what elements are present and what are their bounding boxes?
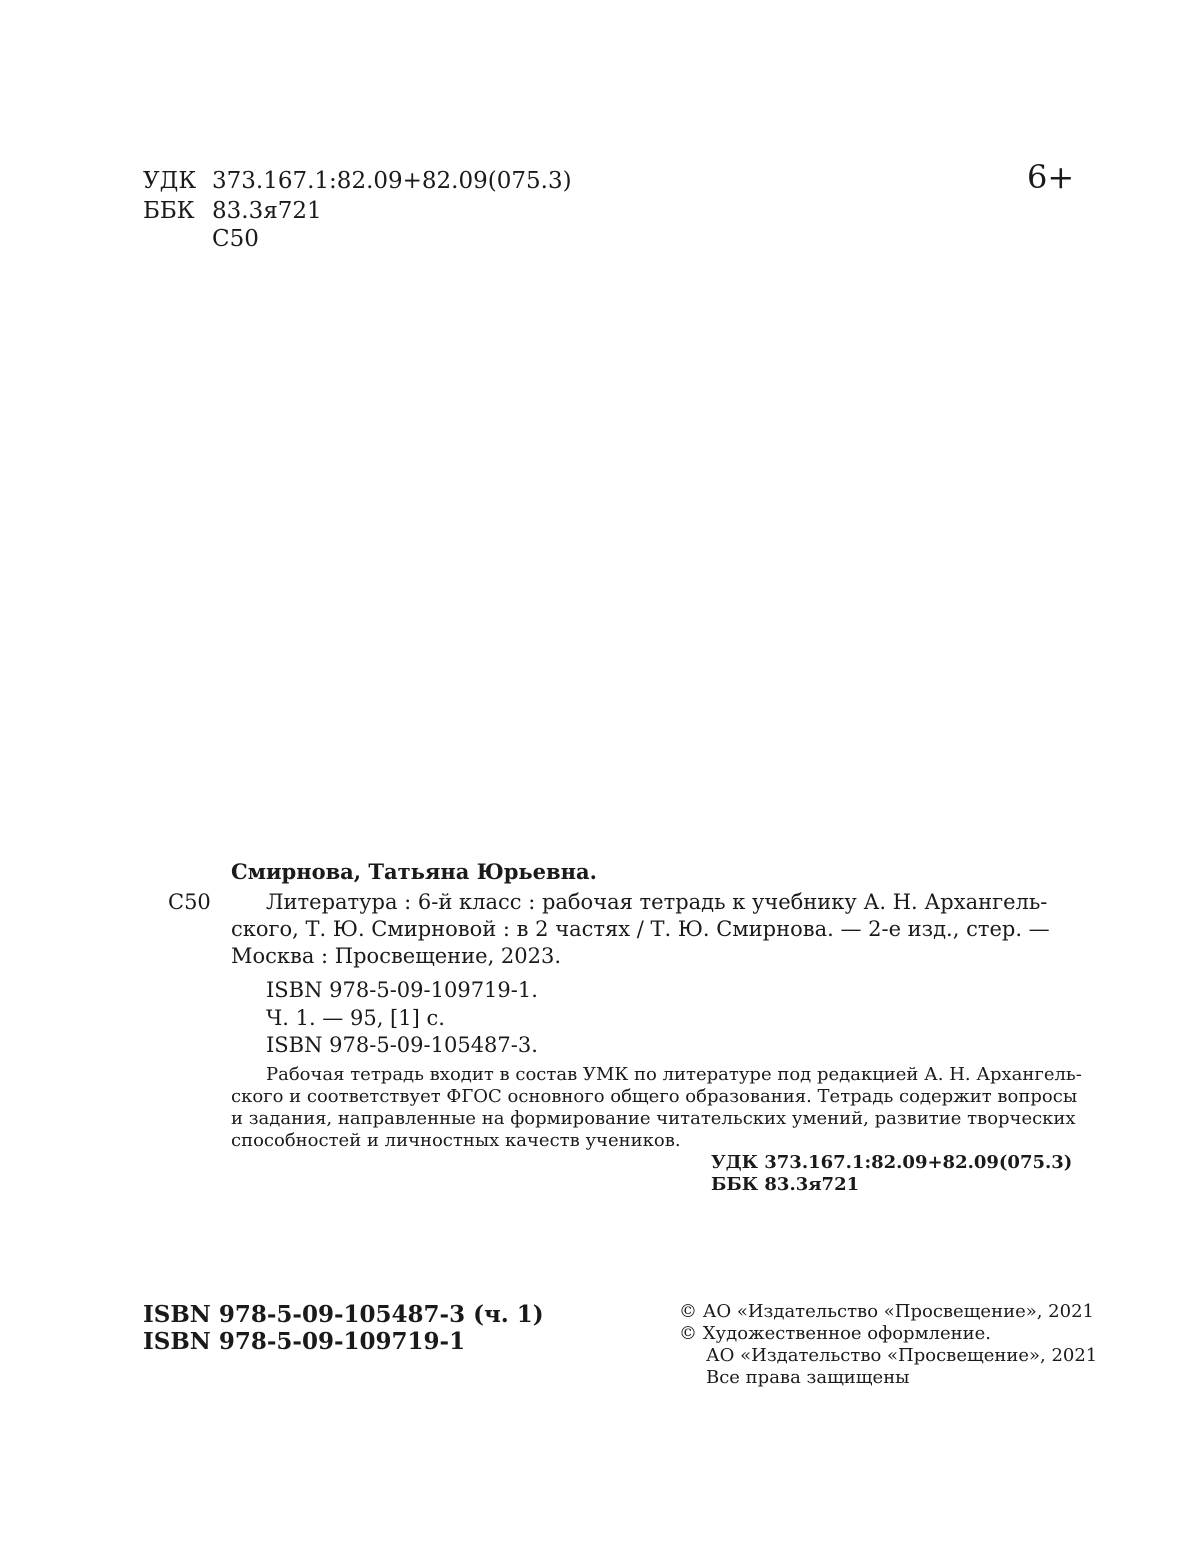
udk-line <box>0 166 700 197</box>
copyright-design-publisher: АО «Издательство «Просвещение», 2021 <box>706 1345 1098 1366</box>
author-mark-top: С50 <box>212 226 259 252</box>
copyright-design: © Художественное оформление. <box>679 1323 992 1344</box>
bbk-value: 83.3я721 <box>212 198 322 224</box>
card-isbn-part: ISBN 978-5-09-105487-3. <box>266 1033 538 1057</box>
bbk-line <box>0 196 700 227</box>
all-rights-reserved: Все права защищены <box>706 1367 910 1388</box>
annotation-line-4: способностей и личностных качеств учеников. <box>231 1130 681 1151</box>
udk-label: УДК <box>143 168 197 194</box>
annotation-line-3: и задания, направленные на формирование читательских умений, развитие творческих <box>231 1108 1076 1129</box>
author-mark-line <box>0 224 700 255</box>
udk-value: 373.167.1:82.09+82.09(075.3) <box>212 168 572 194</box>
card-part-info: Ч. 1. — 95, [1] с. <box>266 1006 445 1030</box>
annotation-line-1: Рабочая тетрадь входит в состав УМК по литературе под редакцией А. Н. Архангель- <box>266 1064 1082 1085</box>
card-description-line-2: ского, Т. Ю. Смирновой : в 2 частях / Т. Ю. Смирнова. — 2-е изд., стер. — <box>231 917 1050 941</box>
card-description-line-1: Литература : 6-й класс : рабочая тетрадь к учебнику А. Н. Архангель- <box>266 890 1048 914</box>
card-author-mark: С50 <box>168 890 211 914</box>
card-description-line-3: Москва : Просвещение, 2023. <box>231 944 562 968</box>
bottom-isbn-general: ISBN 978-5-09-109719-1 <box>143 1328 466 1355</box>
card-udk: УДК 373.167.1:82.09+82.09(075.3) <box>711 1152 1073 1173</box>
copyright-publisher: © АО «Издательство «Просвещение», 2021 <box>679 1301 1094 1322</box>
annotation-line-2: ского и соответствует ФГОС основного общего образования. Тетрадь содержит вопросы <box>231 1086 1078 1107</box>
card-author: Смирнова, Татьяна Юрьевна. <box>231 859 597 884</box>
card-bbk: ББК 83.3я721 <box>711 1174 860 1195</box>
card-isbn-general: ISBN 978-5-09-109719-1. <box>266 978 538 1002</box>
bbk-label: ББК <box>143 198 195 224</box>
age-rating: 6+ <box>1027 158 1075 196</box>
bottom-isbn-part: ISBN 978-5-09-105487-3 (ч. 1) <box>143 1301 544 1328</box>
